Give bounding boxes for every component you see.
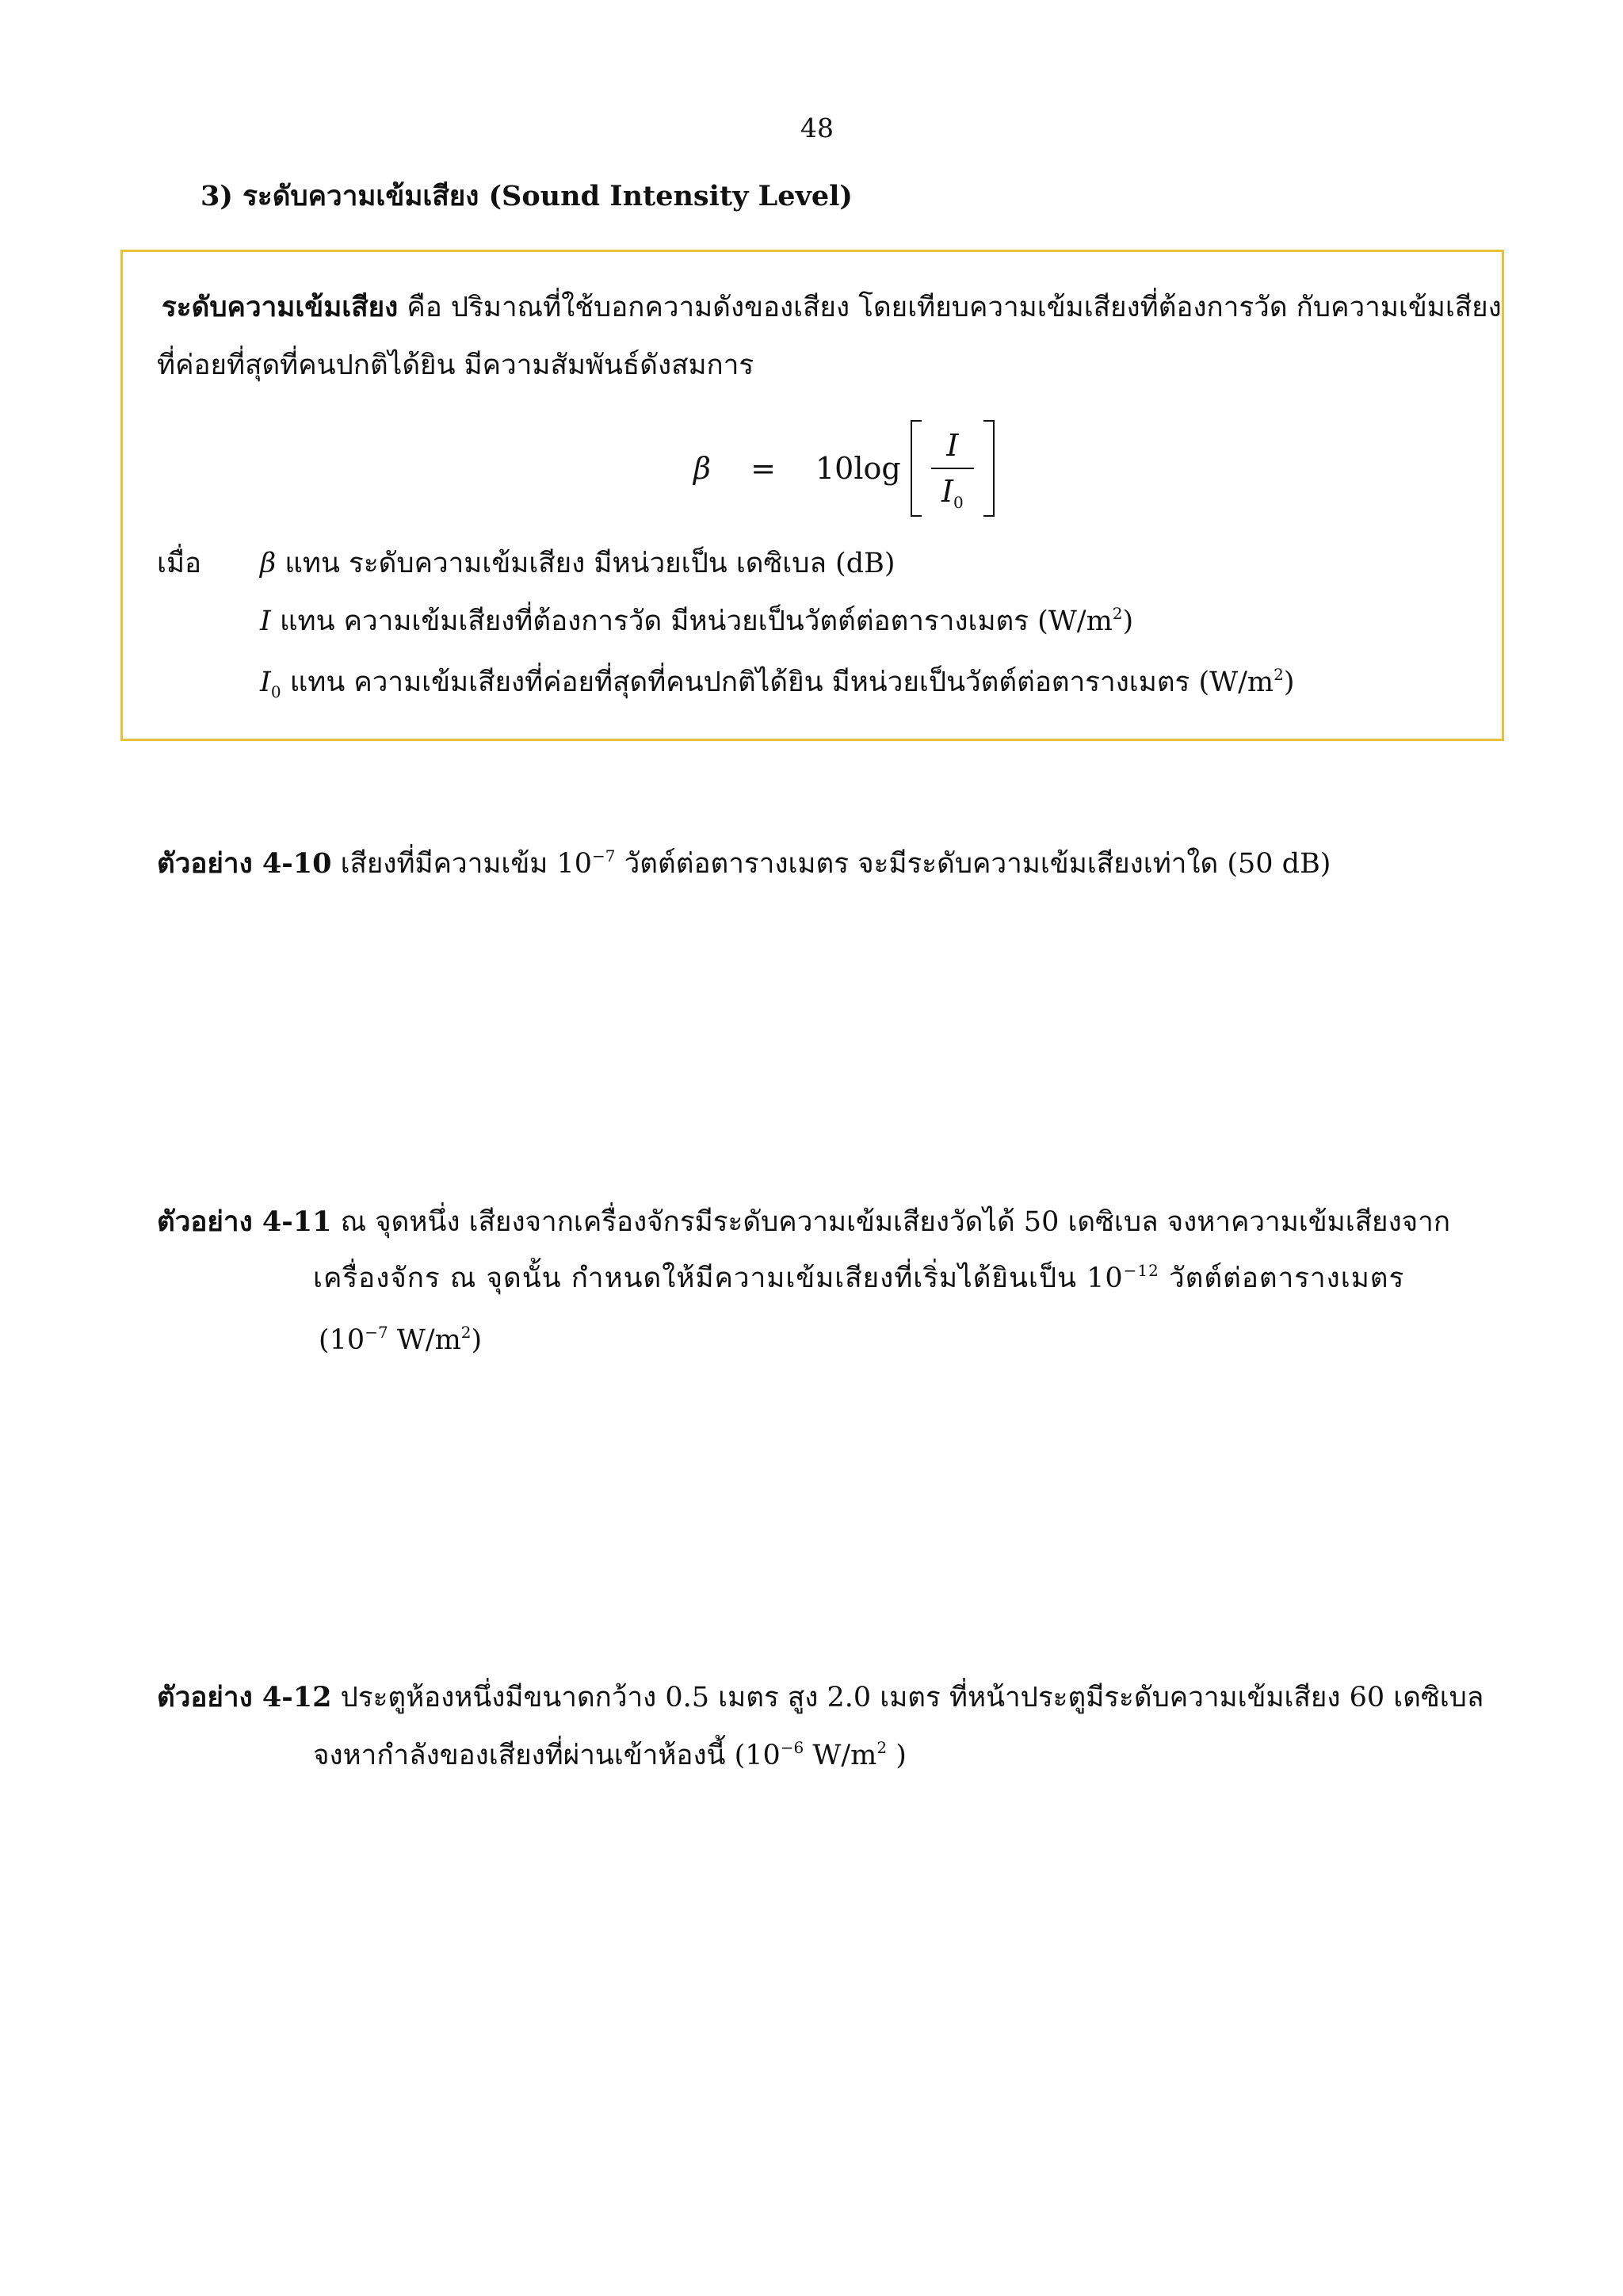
- example-label: ตัวอย่าง 4-12: [157, 1681, 332, 1713]
- formula-equals: =: [750, 451, 776, 486]
- definition-line-1: [162, 290, 1502, 326]
- formula-numerator: I: [946, 428, 959, 463]
- formula-left-bracket: [911, 420, 922, 517]
- variable-beta-symbol: β: [260, 548, 277, 579]
- example-4-11-answer: ($10^{-7}$ $W/m^2$): [319, 1323, 483, 1356]
- variable-i0-line: $I_0$ แทน ความเข้มเสียงที่ค่อยที่สุดที่คนปกติได้ยิน มีหน่วยเป็นวัตต์ต่อตารางเมตร $(W/m^2)$: [260, 665, 1295, 701]
- example-4-11-line-2: เครื่องจักร ณ จุดนั้น กำหนดให้มีความเข้มเสียงที่เริ่มได้ยินเป็น $10^{-12}$ วัตต์ต่อตารางเมตร: [313, 1261, 1405, 1294]
- section-heading: 3) ระดับความเข้มเสียง (Sound Intensity Level): [200, 180, 853, 212]
- formula-right-bracket: [983, 420, 995, 517]
- formula-fraction-bar: [931, 468, 974, 469]
- definition-term: ระดับความเข้มเสียง: [162, 291, 399, 323]
- page-number: 48: [800, 113, 834, 143]
- example-4-11: ตัวอย่าง 4-11 ณ จุดหนึ่ง เสียงจากเครื่องจักรมีระดับความเข้มเสียงวัดได้ 50 เดซิเบล จงหาความเข้มเสียงจาก: [157, 1205, 1451, 1238]
- variable-beta-line: β แทน ระดับความเข้มเสียง มีหน่วยเป็น เดซิเบล (dB): [260, 548, 896, 579]
- definition-line-1-rest: คือ ปริมาณที่ใช้บอกความดังของเสียง โดยเทียบความเข้มเสียงที่ต้องการวัด กับความเข้มเสียง: [398, 292, 1502, 323]
- formula-coefficient: 10log: [815, 451, 901, 486]
- variable-i-symbol: I: [260, 606, 271, 637]
- formula-fraction: [931, 428, 974, 512]
- formula-denominator: $I_0$: [941, 474, 964, 512]
- example-4-12: ตัวอย่าง 4-12 ประตูห้องหนึ่งมีขนาดกว้าง 0.5 เมตร สูง 2.0 เมตร ที่หน้าประตูมีระดับความเข้มเสียง 60 เดซิเบล: [157, 1681, 1484, 1713]
- example-4-12-line-2: จงหากำลังของเสียงที่ผ่านเข้าห้องนี้ ($10^{-6}$ $W/m^2$ ): [313, 1738, 907, 1771]
- example-label: ตัวอย่าง 4-11: [157, 1205, 332, 1238]
- variable-i-line: I แทน ความเข้มเสียงที่ต้องการวัด มีหน่วยเป็นวัตต์ต่อตารางเมตร $(W/m^2)$: [260, 604, 1134, 637]
- formula-beta: β: [693, 451, 711, 486]
- example-4-10: ตัวอย่าง 4-10 เสียงที่มีความเข้ม $10^{-7}$ วัตต์ต่อตารางเมตร จะมีระดับความเข้มเสียงเท่าใด (50 dB): [157, 846, 1331, 880]
- variable-i0-symbol: I: [260, 667, 271, 698]
- where-label: เมื่อ: [157, 548, 202, 579]
- definition-line-2: ที่ค่อยที่สุดที่คนปกติได้ยิน มีความสัมพันธ์ดังสมการ: [157, 350, 754, 381]
- example-label: ตัวอย่าง 4-10: [157, 847, 332, 880]
- formula: [693, 420, 995, 517]
